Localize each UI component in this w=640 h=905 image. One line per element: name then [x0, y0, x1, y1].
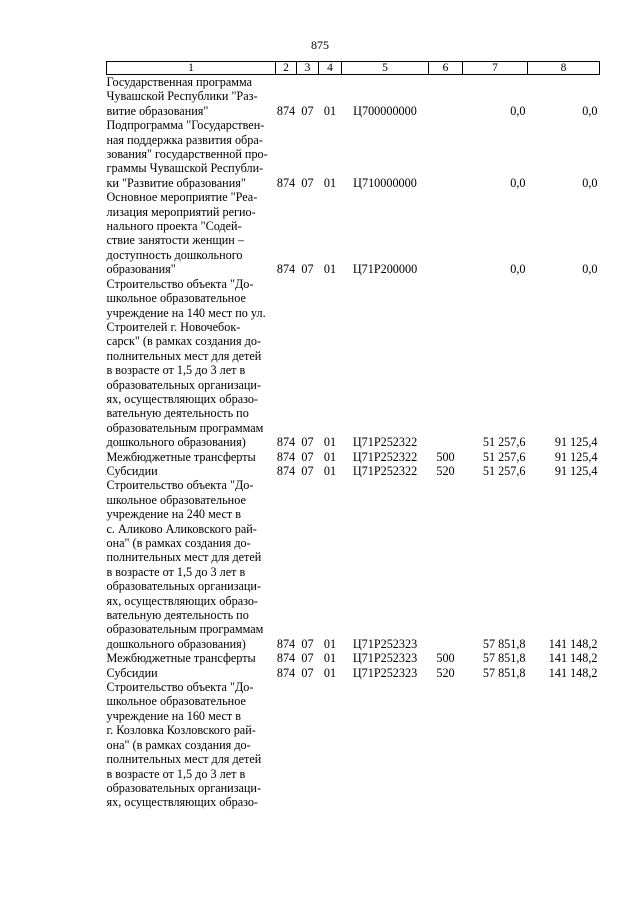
item-name-line: Чувашской Республики "Раз-: [106, 89, 258, 104]
table-row: [107, 478, 600, 651]
table-row: [107, 651, 600, 665]
item-name-line: школьное образовательное: [106, 492, 246, 507]
table-row: [107, 190, 600, 276]
expense-type-cell: 500: [436, 651, 455, 666]
item-name-line: зования" государственной про-: [106, 147, 268, 162]
amount-year2-cell: 0,0: [582, 103, 598, 118]
table-body: [107, 75, 600, 810]
item-name-line: Строительство объекта "До-: [106, 276, 254, 291]
item-name-line: учреждение на 140 мест по ул.: [106, 305, 266, 320]
item-name-line: она" (в рамках создания до-: [106, 737, 251, 752]
expense-type-cell: [429, 190, 463, 276]
gr-code-cell: 874: [276, 665, 296, 680]
gr-code-cell: 874: [276, 435, 296, 450]
subsection-code-cell: [319, 680, 342, 810]
gr-code-cell: 874: [276, 463, 296, 478]
expense-type-cell: 520: [436, 665, 455, 680]
item-name-line: полнительных мест для детей: [106, 752, 262, 767]
amount-year2-cell: 141 148,2: [548, 665, 598, 680]
expense-type-cell: [429, 75, 463, 119]
item-name-cell: [107, 666, 276, 680]
amount-year2-cell: 91 125,4: [554, 449, 598, 464]
target-article-cell: [342, 680, 429, 810]
item-name-line: Государственная программа: [106, 75, 253, 89]
amount-year2-cell: 0,0: [582, 262, 598, 277]
amount-year1-cell: 57 851,8: [482, 651, 526, 666]
table-row: [107, 666, 600, 680]
item-name-cell: [107, 651, 276, 665]
section-code-cell: 07: [301, 262, 314, 277]
expense-type-cell: [429, 478, 463, 651]
header-col-5: 5: [342, 62, 429, 75]
amount-year1-cell: 57 851,8: [482, 636, 526, 651]
amount-year1-cell: 0,0: [510, 175, 526, 190]
amount-year1-cell: 51 257,6: [482, 449, 526, 464]
item-name-line: лизация мероприятий регио-: [106, 204, 256, 219]
section-code-cell: 07: [301, 651, 314, 666]
expense-type-cell: [429, 118, 463, 190]
item-name-cell: [107, 190, 276, 276]
gr-code-cell: 874: [276, 175, 296, 190]
item-name-line: полнительных мест для детей: [106, 348, 262, 363]
amount-year2-cell: 141 148,2: [548, 636, 598, 651]
amount-year1-cell: [463, 680, 528, 810]
item-name-line: г. Козловка Козловского рай-: [106, 723, 256, 738]
section-code-cell: 07: [301, 665, 314, 680]
item-name-line: сарск" (в рамках создания до-: [106, 334, 262, 349]
item-name-line: Подпрограмма "Государствен-: [106, 118, 265, 133]
item-name-cell: [107, 118, 276, 190]
subsection-code-cell: 01: [323, 651, 337, 666]
target-article-cell: Ц71Р252322: [352, 435, 418, 450]
item-name-line: учреждение на 240 мест в: [106, 507, 242, 522]
table-header: [107, 62, 600, 75]
item-name-line: Субсидии: [106, 463, 158, 478]
header-col-4: 4: [319, 62, 342, 75]
item-name-line: Строительство объекта "До-: [106, 478, 254, 493]
header-col-2: 2: [276, 62, 297, 75]
section-code-cell: 07: [301, 175, 314, 190]
table-row: [107, 75, 600, 119]
target-article-cell: Ц71Р200000: [352, 262, 418, 277]
header-col-1: 1: [107, 62, 276, 75]
item-name-line: ная поддержка развития обра-: [106, 132, 263, 147]
item-name-line: ки "Развитие образования": [106, 175, 246, 190]
expense-type-cell: [429, 680, 463, 810]
header-col-3: 3: [297, 62, 319, 75]
item-name-line: в возрасте от 1,5 до 3 лет в: [106, 564, 246, 579]
subsection-code-cell: 01: [323, 636, 337, 651]
subsection-code-cell: 01: [323, 175, 337, 190]
amount-year1-cell: 0,0: [510, 262, 526, 277]
item-name-line: она" (в рамках создания до-: [106, 536, 251, 550]
item-name-line: Основное мероприятие "Реа-: [106, 190, 258, 205]
gr-code-cell: 874: [276, 636, 296, 651]
item-name-line: образовательных организаци-: [106, 377, 262, 392]
expense-type-cell: 520: [436, 463, 455, 478]
item-name-line: образовательным программам: [106, 420, 264, 435]
item-name-line: вательную деятельность по: [106, 406, 249, 421]
page-number: 875: [311, 38, 329, 52]
amount-year2-cell: [528, 680, 600, 810]
subsection-code-cell: 01: [323, 435, 337, 450]
item-name-cell: [107, 277, 276, 450]
target-article-cell: Ц71Р252323: [352, 651, 418, 666]
item-name-line: ях, осуществляющих образо-: [106, 391, 258, 406]
target-article-cell: Ц71Р252323: [352, 636, 418, 651]
item-name-line: Межбюджетные трансферты: [106, 651, 256, 666]
target-article-cell: Ц71Р252322: [352, 463, 418, 478]
target-article-cell: Ц71Р252322: [352, 449, 418, 464]
item-name-line: граммы Чувашской Республи-: [106, 161, 264, 176]
item-name-line: образования": [106, 262, 176, 277]
item-name-line: полнительных мест для детей: [106, 550, 262, 565]
gr-code-cell: 874: [276, 262, 296, 277]
item-name-line: доступность дошкольного: [106, 247, 243, 262]
item-name-line: нального проекта "Содей-: [106, 219, 242, 234]
header-col-8: 8: [528, 62, 600, 75]
subsection-code-cell: 01: [323, 665, 337, 680]
expense-type-cell: [429, 277, 463, 450]
item-name-line: вательную деятельность по: [106, 608, 249, 623]
target-article-cell: Ц700000000: [353, 103, 417, 118]
section-code-cell: 07: [301, 449, 314, 464]
gr-code-cell: 874: [276, 449, 296, 464]
section-code-cell: 07: [301, 636, 314, 651]
amount-year1-cell: 51 257,6: [482, 435, 526, 450]
amount-year1-cell: 0,0: [510, 103, 526, 118]
item-name-cell: [107, 75, 276, 119]
target-article-cell: Ц710000000: [353, 175, 417, 190]
item-name-line: образовательных организаци-: [106, 780, 262, 795]
item-name-line: дошкольного образования): [106, 435, 246, 450]
item-name-line: ях, осуществляющих образо-: [106, 593, 258, 608]
item-name-cell: [107, 450, 276, 464]
item-name-line: витие образования": [106, 103, 209, 118]
section-code-cell: 07: [301, 103, 314, 118]
subsection-code-cell: 01: [323, 103, 337, 118]
amount-year2-cell: 141 148,2: [548, 651, 598, 666]
section-code-cell: 07: [301, 435, 314, 450]
gr-code-cell: 874: [276, 651, 296, 666]
header-col-6: 6: [429, 62, 463, 75]
gr-code-cell: 874: [276, 103, 296, 118]
item-name-line: школьное образовательное: [106, 291, 246, 306]
item-name-line: Субсидии: [106, 665, 158, 680]
item-name-cell: [107, 680, 276, 810]
item-name-line: образовательным программам: [106, 622, 264, 637]
table-row: [107, 277, 600, 450]
budget-table-wrapper: [106, 61, 600, 810]
target-article-cell: Ц71Р252323: [352, 665, 418, 680]
item-name-line: в возрасте от 1,5 до 3 лет в: [106, 363, 246, 378]
amount-year2-cell: 91 125,4: [554, 463, 598, 478]
amount-year1-cell: 57 851,8: [482, 665, 526, 680]
gr-code-cell: [276, 680, 297, 810]
item-name-line: с. Аликово Аликовского рай-: [106, 521, 257, 536]
item-name-line: школьное образовательное: [106, 694, 246, 709]
item-name-cell: [107, 464, 276, 478]
subsection-code-cell: 01: [323, 449, 337, 464]
item-name-line: ствие занятости женщин –: [106, 233, 244, 248]
subsection-code-cell: 01: [323, 463, 337, 478]
header-col-7: 7: [463, 62, 528, 75]
expense-type-cell: 500: [436, 449, 455, 464]
amount-year1-cell: 51 257,6: [482, 463, 526, 478]
table-row: [107, 680, 600, 810]
header-row: [107, 62, 600, 75]
table-row: [107, 118, 600, 190]
item-name-cell: [107, 478, 276, 651]
amount-year2-cell: 0,0: [582, 175, 598, 190]
item-name-line: учреждение на 160 мест в: [106, 708, 242, 723]
item-name-line: в возрасте от 1,5 до 3 лет в: [106, 766, 246, 781]
section-code-cell: [297, 680, 319, 810]
item-name-line: Строителей г. Новочебок-: [106, 319, 241, 334]
amount-year2-cell: 91 125,4: [554, 435, 598, 450]
item-name-line: образовательных организаци-: [106, 579, 262, 594]
item-name-line: Межбюджетные трансферты: [106, 449, 256, 464]
item-name-line: Строительство объекта "До-: [106, 680, 254, 695]
section-code-cell: 07: [301, 463, 314, 478]
table-row: [107, 464, 600, 478]
budget-table: [106, 61, 600, 810]
table-row: [107, 450, 600, 464]
item-name-line: ях, осуществляющих образо-: [106, 795, 258, 810]
subsection-code-cell: 01: [323, 262, 337, 277]
item-name-line: дошкольного образования): [106, 636, 246, 651]
